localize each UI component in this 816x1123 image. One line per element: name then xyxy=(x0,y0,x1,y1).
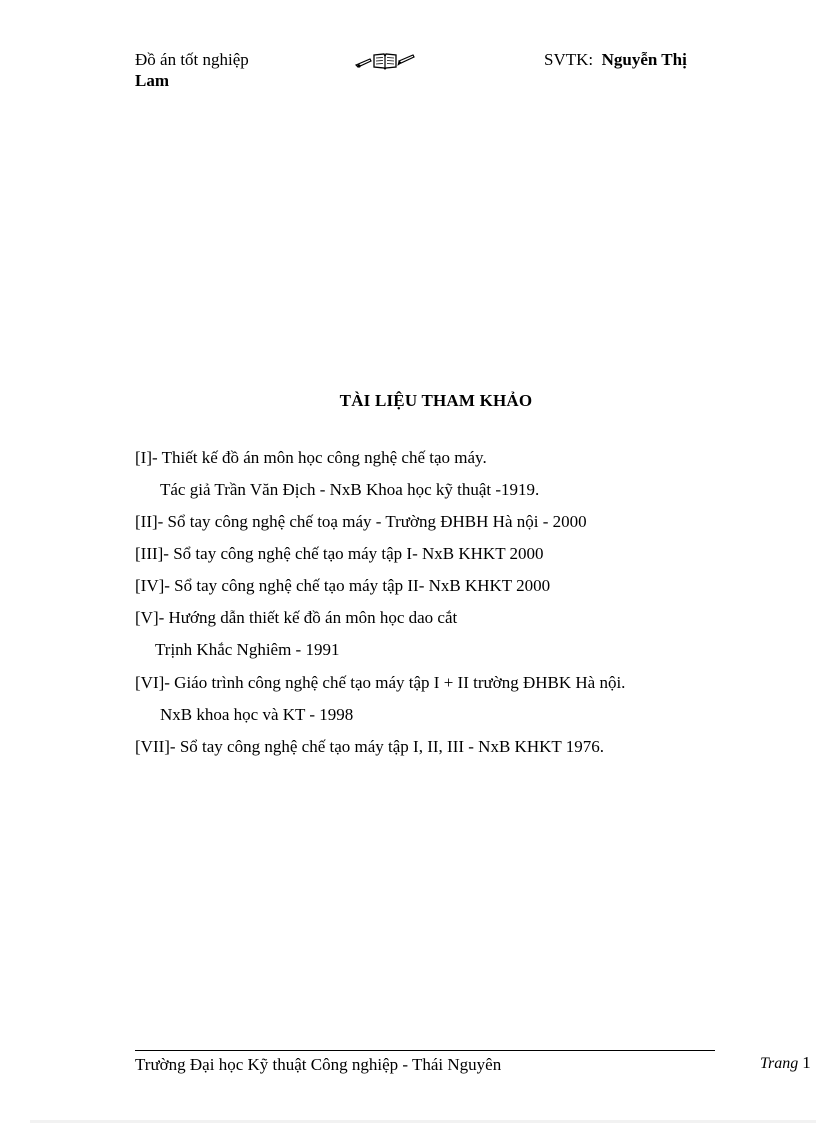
reference-item-continuation: NxB khoa học và KT - 1998 xyxy=(160,705,354,724)
reference-item-continuation: Trịnh Khắc Nghiêm - 1991 xyxy=(155,640,340,659)
reference-item: [II]- Sổ tay công nghệ chế toạ máy - Trường ĐHBH Hà nội - 2000 xyxy=(135,512,587,531)
reference-item: [I]- Thiết kế đồ án môn học công nghệ chế tạo máy. xyxy=(135,448,487,467)
reference-item: [VII]- Sổ tay công nghệ chế tạo máy tập I, II, III - NxB KHKT 1976. xyxy=(135,737,604,756)
footer-divider xyxy=(135,1050,715,1051)
page-title: TÀI LIỆU THAM KHẢO xyxy=(339,391,533,410)
svtk-label: SVTK: xyxy=(544,50,594,69)
reference-item: [VI]- Giáo trình công nghệ chế tạo máy tập I + II trường ĐHBK Hà nội. xyxy=(135,673,626,692)
reference-item: [IV]- Sổ tay công nghệ chế tạo máy tập II- NxB KHKT 2000 xyxy=(135,576,551,595)
student-name-first: Nguyễn Thị xyxy=(601,50,687,69)
reference-item-continuation: Tác giả Trần Văn Địch - NxB Khoa học kỹ thuật -1919. xyxy=(160,480,540,499)
reference-item: [V]- Hướng dẫn thiết kế đồ án môn học dao cắt xyxy=(135,608,458,627)
student-name-second: Lam xyxy=(135,71,169,90)
reference-item: [III]- Sổ tay công nghệ chế tạo máy tập I- NxB KHKT 2000 xyxy=(135,544,544,563)
footer-school: Trường Đại học Kỹ thuật Công nghiệp - Thái Nguyên xyxy=(135,1055,502,1074)
page-label: Trang xyxy=(760,1055,799,1072)
open-book-with-pens-icon xyxy=(354,51,416,71)
page-number-value: 1 xyxy=(802,1053,811,1072)
header-svtk xyxy=(544,50,687,70)
header-left-text: Đồ án tốt nghiệp xyxy=(135,50,249,69)
page-number xyxy=(760,1053,811,1073)
